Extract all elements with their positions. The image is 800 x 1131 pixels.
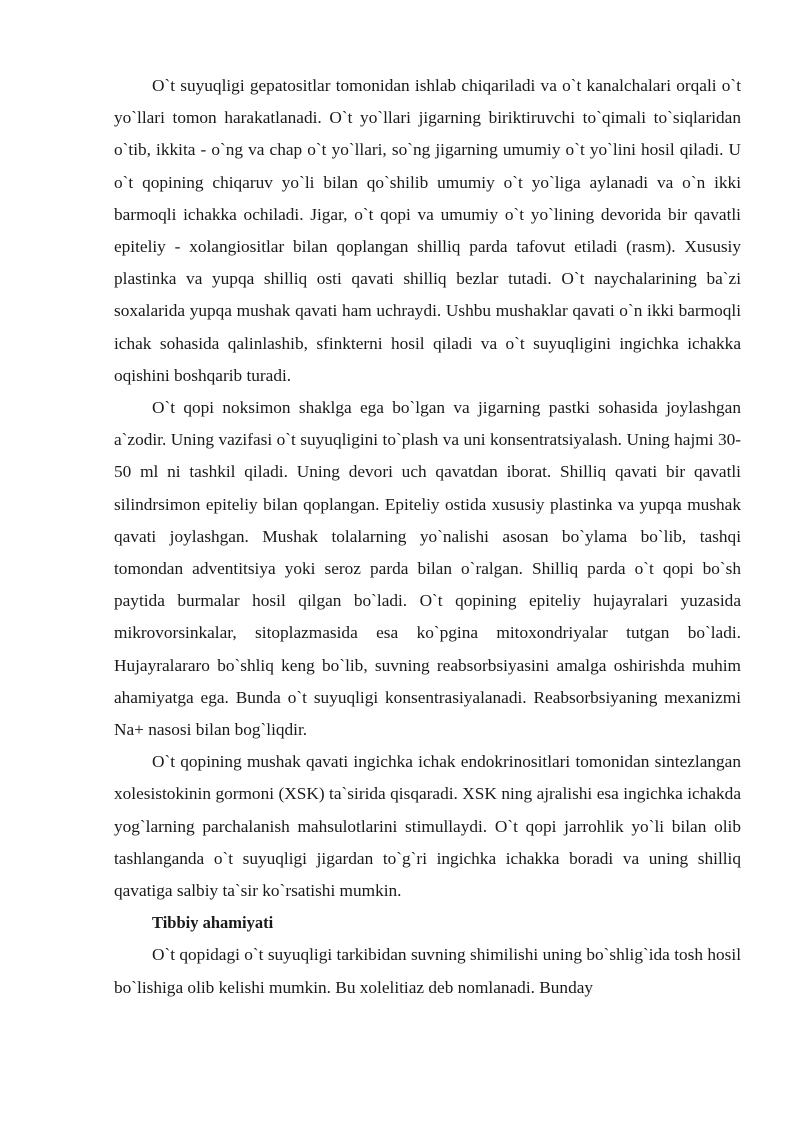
paragraph-gallbladder-structure: O`t qopi noksimon shaklga ega bo`lgan va jigarning pastki sohasida joylashgan a`zodir. Uning vazifasi o`t suyuqligini to`plash va uni konsentratsiyalash. Uning hajmi 30-50 ml ni tashkil qiladi. Uning devori uch qavatdan iborat. Shilliq qavati bir qavatli silindrsimon epiteliy bilan qoplangan. Epiteliy ostida xususiy plastinka va yupqa mushak qavati joylashgan. Mushak tolalarning yo`nalishi asosan bo`ylama bo`lib, tashqi tomondan adventitsiya yoki seroz parda bilan o`ralgan. Shilliq parda o`t qopi bo`sh paytida burmalar hosil qilgan bo`ladi. O`t qopining epiteliy hujayralari yuzasida mikrovorsinkalar, sitoplazmasida esa ko`pgina mitoxondriyalar tutgan bo`ladi. Hujayralararo bo`shliq keng bo`lib, suvning reabsorbsiyasini amalga oshirishda muhim ahamiyatga ega. Bunda o`t suyuqligi konsentrasiyalanadi. Reabsorbsiyaning mexanizmi Na+ nasosi bilan bog`liqdir. [114, 398, 741, 740]
paragraph-gallbladder-muscle: O`t qopining mushak qavati ingichka ichak endokrinositlari tomonidan sintezlangan xolesistokinin gormoni (XSK) ta`sirida qisqaradi. XSK ning ajralishi esa ingichka ichakda yog`larning parchalanish mahsulotlarini stimullaydi. O`t qopi jarrohlik yo`li bilan olib tashlanganda o`t suyuqligi jigardan to`g`ri ingichka ichakka boradi va uning shilliq qavatiga salbiy ta`sir ko`rsatishi mumkin. [114, 752, 741, 901]
document-body [114, 70, 741, 1004]
paragraph-bile-ducts: O`t suyuqligi gepatositlar tomonidan ishlab chiqariladi va o`t kanalchalari orqali o`t yo`llari tomon harakatlanadi. O`t yo`llari jigarning biriktiruvchi to`qimali to`siqlaridan o`tib, ikkita - o`ng va chap o`t yo`llari, so`ng jigarning umumiy o`t yo`lini hosil qiladi. U o`t qopining chiqaruv yo`li bilan qo`shilib umumiy o`t yo`liga aylanadi va o`n ikki barmoqli ichakka ochiladi. Jigar, o`t qopi va umumiy o`t yo`lining devorida bir qavatli epiteliy - xolangiositlar bilan qoplangan shilliq parda tafovut etiladi (rasm). Xususiy plastinka va yupqa shilliq osti qavati shilliq bezlar tutadi. O`t naychalarining ba`zi soxalarida yupqa mushak qavati ham uchraydi. Ushbu mushaklar qavati o`n ikki barmoqli ichak sohasida qalinlashib, sfinkterni hosil qiladi va o`t suyuqligini ingichka ichakka oqishini boshqarib turadi. [114, 76, 741, 385]
paragraph-medical-significance: O`t qopidagi o`t suyuqligi tarkibidan suvning shimilishi uning bo`shlig`ida tosh hosil bo`lishiga olib kelishi mumkin. Bu xolelitiaz deb nomlanadi. Bunday [114, 945, 741, 997]
section-heading: Tibbiy ahamiyati [152, 913, 274, 933]
